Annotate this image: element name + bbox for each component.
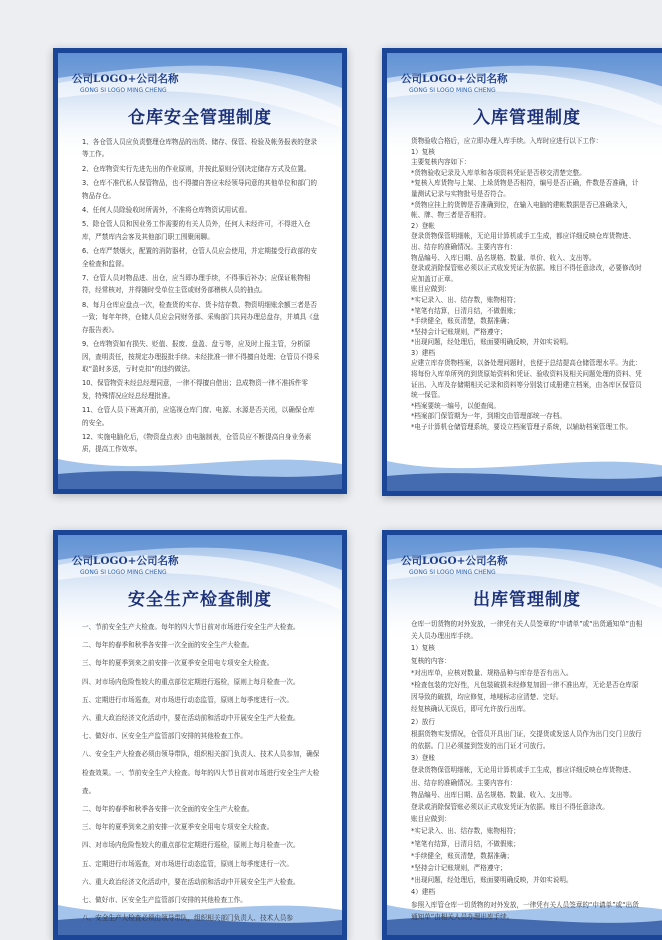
rule-paragraph: 三、每年的夏季到来之前安排一次夏季安全用电专项安全大检查。 <box>82 659 274 668</box>
rule-paragraph: 六、重大政治经济文化活动中，要在活动前和活动中开展安全生产大检查。 <box>82 877 300 886</box>
rule-paragraph: 账目应做到： <box>411 285 451 294</box>
rule-paragraph: 一、节前安全生产大检查。每年的四大节日前对市场进行安全生产大检查。 <box>82 623 300 631</box>
rule-paragraph: 八、安全生产大检查必须由领导带队，组织相关部门负责人、技术人员参 <box>82 914 293 923</box>
rule-paragraph: 六、重大政治经济文化活动中，要在活动前和活动中开展安全生产大检查。 <box>82 714 300 723</box>
rule-paragraph: 登录或消除保管账必须以正式收发凭证为依据。账目不得任意涂改，必要修改时应加盖订正章。 <box>411 264 642 283</box>
rule-paragraph: 3、仓库不准代私人保管物品，也不得擅自答应未经领导同意的其他单位和部门的物品存仓。 <box>82 179 317 200</box>
rule-paragraph: 1）复核 <box>411 147 435 156</box>
poster-body <box>82 136 320 458</box>
rule-paragraph: 二、每年的春季和秋季各安排一次全面的安全生产大检查。 <box>82 641 254 650</box>
rule-paragraph: 登录货物保管明细帐，无论用计算机或手工生成，都应详细反映仓库货物进、出、结存的准确情况。主要内容有： <box>411 766 636 787</box>
rule-paragraph: *手续健全，账页清楚，数据准确； <box>411 317 514 326</box>
logo-text: 公司LOGO+公司名称 <box>72 555 179 567</box>
rule-paragraph: 3）登账 <box>411 754 435 763</box>
logo-pinyin: GONG SI LOGO MING CHENG <box>409 87 496 94</box>
rule-paragraph: *档案部门保管期为一年，到期交由管理部统一存档。 <box>411 412 566 421</box>
rule-paragraph: *对出库单，应核对数量、规格品种与库存是否有出入。 <box>411 668 573 677</box>
rule-paragraph: *实记录入、出、结存数，账物相符； <box>411 827 520 836</box>
rule-paragraph: *坚持会计记账规则，严格遵守； <box>411 327 507 336</box>
rule-paragraph: 1）复核 <box>411 644 435 653</box>
rule-paragraph: *货物应挂上的货牌是否准确到位，在输入电脑的建帐数据是否已准确录入，帐、牌、物三者是否相符。 <box>411 200 632 220</box>
rule-paragraph: 6、仓库严禁烟火，配置的消防器材，仓管人员应会使用，并定期接受行政部的安全检查和监督。 <box>82 247 317 268</box>
poster-warehouse-safety <box>53 48 347 494</box>
rule-paragraph: 11、仓管人员下班离开前，应巡视仓库门窗、电源、水源是否关闭，以确保仓库的安全。 <box>82 406 315 427</box>
poster-title: 出库管理制度 <box>473 590 581 610</box>
rule-paragraph: 七、做好市、区安全生产监管部门安排的其他检查工作。 <box>82 896 247 905</box>
rule-paragraph: 八、安全生产大检查必须由领导带队，组织相关部门负责人、技术人员参加，确保检查效果。一、节前安全生产大检查。每年的四大节日前对市场进行安全生产大检查。 <box>82 750 320 795</box>
poster-body <box>82 618 320 927</box>
rule-paragraph: 仓库一切货物的对外发放，一律凭有关人员签章的“申请单”或“出货通知单”由相关人员办理出库手续。 <box>411 620 643 641</box>
logo-pinyin: GONG SI LOGO MING CHENG <box>409 569 496 576</box>
rule-paragraph: 二、每年的春季和秋季各安排一次全面的安全生产大检查。 <box>82 805 254 814</box>
rule-paragraph: 登录或消除保管账必须以正式收发凭证为依据。账目不得任意涂改。 <box>411 803 609 812</box>
rule-paragraph: *电子计算机仓储管理系统，要设立档案管理子系统，以辅助档案管理工作。 <box>411 423 632 432</box>
rule-paragraph: *笔笔有结算，日清月结，不做假账； <box>411 839 520 848</box>
rule-paragraph: *检查包装的完好性，凡包装破损未经修复加固一律不准出库，无论是否仓库原因导致的破损，均应修复，地唛标志应清楚、完好。 <box>411 681 639 702</box>
rule-paragraph: 2）放行 <box>411 717 435 726</box>
rule-paragraph: 9、仓库物资如有损失、贬值、报废、盘盈、盘亏等，应及时上报主管，分析原因，查明责任，按规定办理报批手续。未经批准一律不得擅自处理；仓管员不得采取“盈时多送，亏时克扣”的违约做法。 <box>82 340 320 373</box>
footer-wave-decoration <box>387 441 662 491</box>
company-logo <box>72 553 178 576</box>
rule-paragraph: 经复核确认无误后，即可允许放行出库。 <box>411 705 530 714</box>
rule-paragraph: 4、任何人员除验收时所需外，不准将仓库物资试用试看。 <box>82 206 252 215</box>
logo-pinyin: GONG SI LOGO MING CHENG <box>80 87 167 94</box>
rule-paragraph: 参照入库管仓库一切货物的对外发放，一律凭有关人员签章的“申请单”或“出货通知单”由相关人员办理出库手续。 <box>411 900 639 921</box>
rule-paragraph: 3）建档 <box>411 348 435 357</box>
rule-paragraph: *笔笔有结算，日清月结，不做假账； <box>411 306 520 315</box>
poster-body <box>411 618 645 923</box>
logo-text: 公司LOGO+公司名称 <box>401 73 508 85</box>
rule-paragraph: *出现问题，经处理后，账面要明确反映，并如实说明。 <box>411 876 573 885</box>
rule-paragraph: 应建立库存货物档案，以备处理问题时，也便于总结提高仓储管理水平。为此：将每份入库单所列的到货原始资料和凭证、验收资料及相关问题处理的资料、凭证出、入库及存储期相关记录和资料等分别装订成册建立档案，由各库区保管员统一保管。 <box>411 359 642 400</box>
company-logo <box>401 71 507 94</box>
company-logo <box>72 71 178 94</box>
rule-paragraph: 货物验收合格后，应立即办理入库手续。入库时应进行以下工作： <box>411 137 603 145</box>
rule-paragraph: *手续健全，账页清楚，数据准确； <box>411 851 514 860</box>
rule-paragraph: 10、保管物资未经总经理同意，一律不得擅自借出；总成物资一律不准拆件零发，特殊情况应经总经理批准。 <box>82 379 308 400</box>
rule-paragraph: 7、仓管人员对物品进、出仓，应当即办理手续，不得事后补办；应保证帐物相符，经常核对，并得随时受单位主管或财务部稽核人员的抽点。 <box>82 274 311 295</box>
poster-body <box>411 136 645 433</box>
rule-paragraph: 四、对市场内危险性较大的重点部位定期进行巡检，原则上每月检查一次。 <box>82 677 300 686</box>
rule-paragraph: 主要复核内容如下： <box>411 158 471 167</box>
rule-paragraph: 登录货物保管明细帐，无论用计算机或手工生成，都应详细反映仓库货物进、出、结存的准确情况。主要内容有： <box>411 232 636 251</box>
poster-production-safety-check <box>53 530 347 940</box>
logo-text: 公司LOGO+公司名称 <box>401 555 508 567</box>
poster-outbound-management <box>382 530 662 940</box>
rule-paragraph: 物品编号、出库日期、品名规格、数量、收入、支出等。 <box>411 790 576 799</box>
rule-paragraph: 五、定期进行市场巡查，对市场进行动态监管，原则上每季度进行一次。 <box>82 859 293 868</box>
rule-paragraph: 1、各仓管人员应负责整理仓库物品的出货、储存、保管、检验及帐务报表的登录等工作。 <box>82 138 317 159</box>
company-logo <box>401 553 507 576</box>
rule-paragraph: 5、除仓管人员和因业务工作需要的有关人员外，任何人未经许可，不得进入仓库，严禁库内会客及其他部门职工围聚闲聊。 <box>82 220 311 241</box>
rule-paragraph: 复核的内容： <box>411 656 451 665</box>
rule-paragraph: 8、每月仓库应盘点一次，检查货的实存、货卡结存数、物资明细账余额三者是否一致；每年年终，仓储人员应会同财务部、采购部门共同办理总盘存，并填具《盘存报告表》。 <box>82 300 320 334</box>
rule-paragraph: *出现问题，经处理后，账面要明确反映，并如实说明。 <box>411 338 573 347</box>
poster-inbound-management <box>382 48 662 496</box>
logo-text: 公司LOGO+公司名称 <box>72 73 179 85</box>
rule-paragraph: 2、仓库物资实行先进先出的作业原则，并按此原则分别决定储存方式及位置。 <box>82 164 311 173</box>
rule-paragraph: *货物验收记录及入库单和各项资料凭证是否移交清楚完整。 <box>411 168 586 177</box>
rule-paragraph: 根据货物实发情况，仓管员开具出门证，交提货或发送人员作为出门交门卫放行的依据。门卫必须接到签发的出门证才可放行。 <box>411 729 642 751</box>
logo-pinyin: GONG SI LOGO MING CHENG <box>80 569 167 576</box>
rule-paragraph: 4）建档 <box>411 888 435 897</box>
rule-paragraph: 七、做好市、区安全生产监管部门安排的其他检查工作。 <box>82 732 247 741</box>
rule-paragraph: *实记录入、出、结存数，账物相符； <box>411 295 520 304</box>
rule-paragraph: *档案要统一编号，以便查阅。 <box>411 401 501 410</box>
rule-paragraph: 12、实施电脑化后，《物资盘点表》由电脑制表，仓管员应不断提高自身业务素质，提高工作效率。 <box>82 432 312 454</box>
rule-paragraph: 物品编号、入库日期、品名规格、数量、单价、收入、支出等。 <box>411 253 596 262</box>
rule-paragraph: 五、定期进行市场巡查，对市场进行动态监管，原则上每季度进行一次。 <box>82 695 293 704</box>
poster-title: 入库管理制度 <box>473 108 581 128</box>
rule-paragraph: 三、每年的夏季到来之前安排一次夏季安全用电专项安全大检查。 <box>82 823 274 832</box>
rule-paragraph: *坚持会计记账规则，严格遵守； <box>411 864 507 873</box>
poster-title: 仓库安全管理制度 <box>128 108 272 128</box>
rule-paragraph: 四、对市场内危险性较大的重点部位定期进行巡检，原则上每月检查一次。 <box>82 841 300 850</box>
rule-paragraph: 2）登帐 <box>411 221 435 230</box>
poster-title: 安全生产检查制度 <box>128 590 272 610</box>
rule-paragraph: 账目应做到： <box>411 815 451 824</box>
rule-paragraph: *复核入库货物与上架、上垛货物是否相符，编号是否正确，件数是否准确，计量测试记录与实物批号是否符合。 <box>411 179 639 198</box>
